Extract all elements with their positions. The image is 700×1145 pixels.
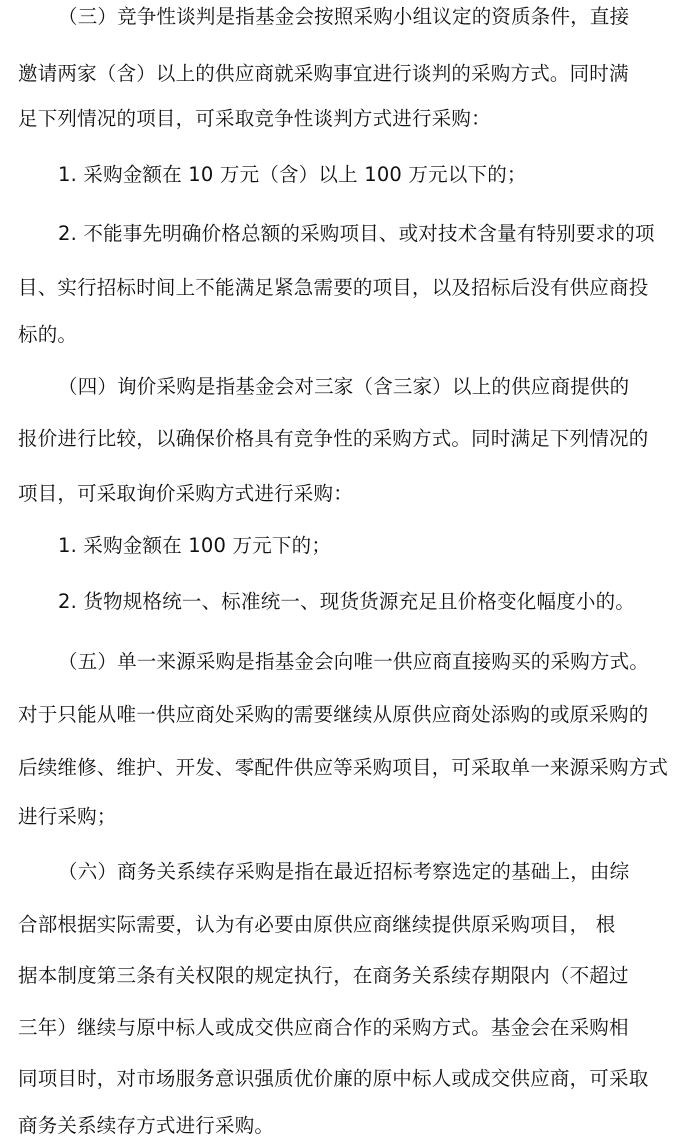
paragraph-5-line-3: 后续维修、维护、开发、零配件供应等采购项目，可采取单一来源采购方式: [18, 756, 669, 779]
item-3-2-line-1: 2. 不能事先明确价格总额的采购项目、或对技术含量有特别要求的项: [58, 222, 655, 245]
paragraph-3-line-3: 足下列情况的项目，可采取竞争性谈判方式进行采购：: [18, 107, 491, 130]
paragraph-5-line-2: 对于只能从唯一供应商处采购的需要继续从原供应商处添购的或原采购的: [18, 703, 649, 726]
paragraph-6-line-3: 据本制度第三条有关权限的规定执行，在商务关系续存期限内（不超过: [18, 964, 629, 987]
item-3-1: 1. 采购金额在 10 万元（含）以上 100 万元以下的；: [58, 163, 527, 186]
paragraph-6-line-4: 三年）继续与原中标人或成交供应商合作的采购方式。基金会在采购相: [18, 1016, 629, 1039]
paragraph-5-line-1: （五）单一来源采购是指基金会向唯一供应商直接购买的采购方式。: [58, 650, 650, 673]
paragraph-3-line-2: 邀请两家（含）以上的供应商就采购事宜进行谈判的采购方式。同时满: [18, 62, 629, 85]
item-4-2: 2. 货物规格统一、标准统一、现货货源充足且价格变化幅度小的。: [58, 590, 636, 613]
item-4-1: 1. 采购金额在 100 万元下的；: [58, 534, 332, 557]
paragraph-4-line-1: （四）询价采购是指基金会对三家（含三家）以上的供应商提供的: [58, 375, 630, 398]
paragraph-6-line-2: 合部根据实际需要，认为有必要由原供应商继续提供原采购项目， 根: [18, 913, 616, 936]
paragraph-5-line-4: 进行采购；: [18, 805, 117, 828]
paragraph-6-line-6: 商务关系续存方式进行采购。: [18, 1114, 275, 1137]
paragraph-3-line-1: （三）竞争性谈判是指基金会按照采购小组议定的资质条件，直接: [58, 5, 630, 28]
item-3-2-line-2: 目、实行招标时间上不能满足紧急需要的项目，以及招标后没有供应商投: [18, 276, 649, 299]
paragraph-4-line-2: 报价进行比较，以确保价格具有竞争性的采购方式。同时满足下列情况的: [18, 427, 649, 450]
paragraph-6-line-1: （六）商务关系续存采购是指在最近招标考察选定的基础上，由综: [58, 860, 630, 883]
paragraph-4-line-3: 项目，可采取询价采购方式进行采购：: [18, 482, 353, 505]
paragraph-6-line-5: 同项目时，对市场服务意识强质优价廉的原中标人或成交供应商，可采取: [18, 1067, 649, 1090]
item-3-2-line-3: 标的。: [18, 323, 78, 346]
